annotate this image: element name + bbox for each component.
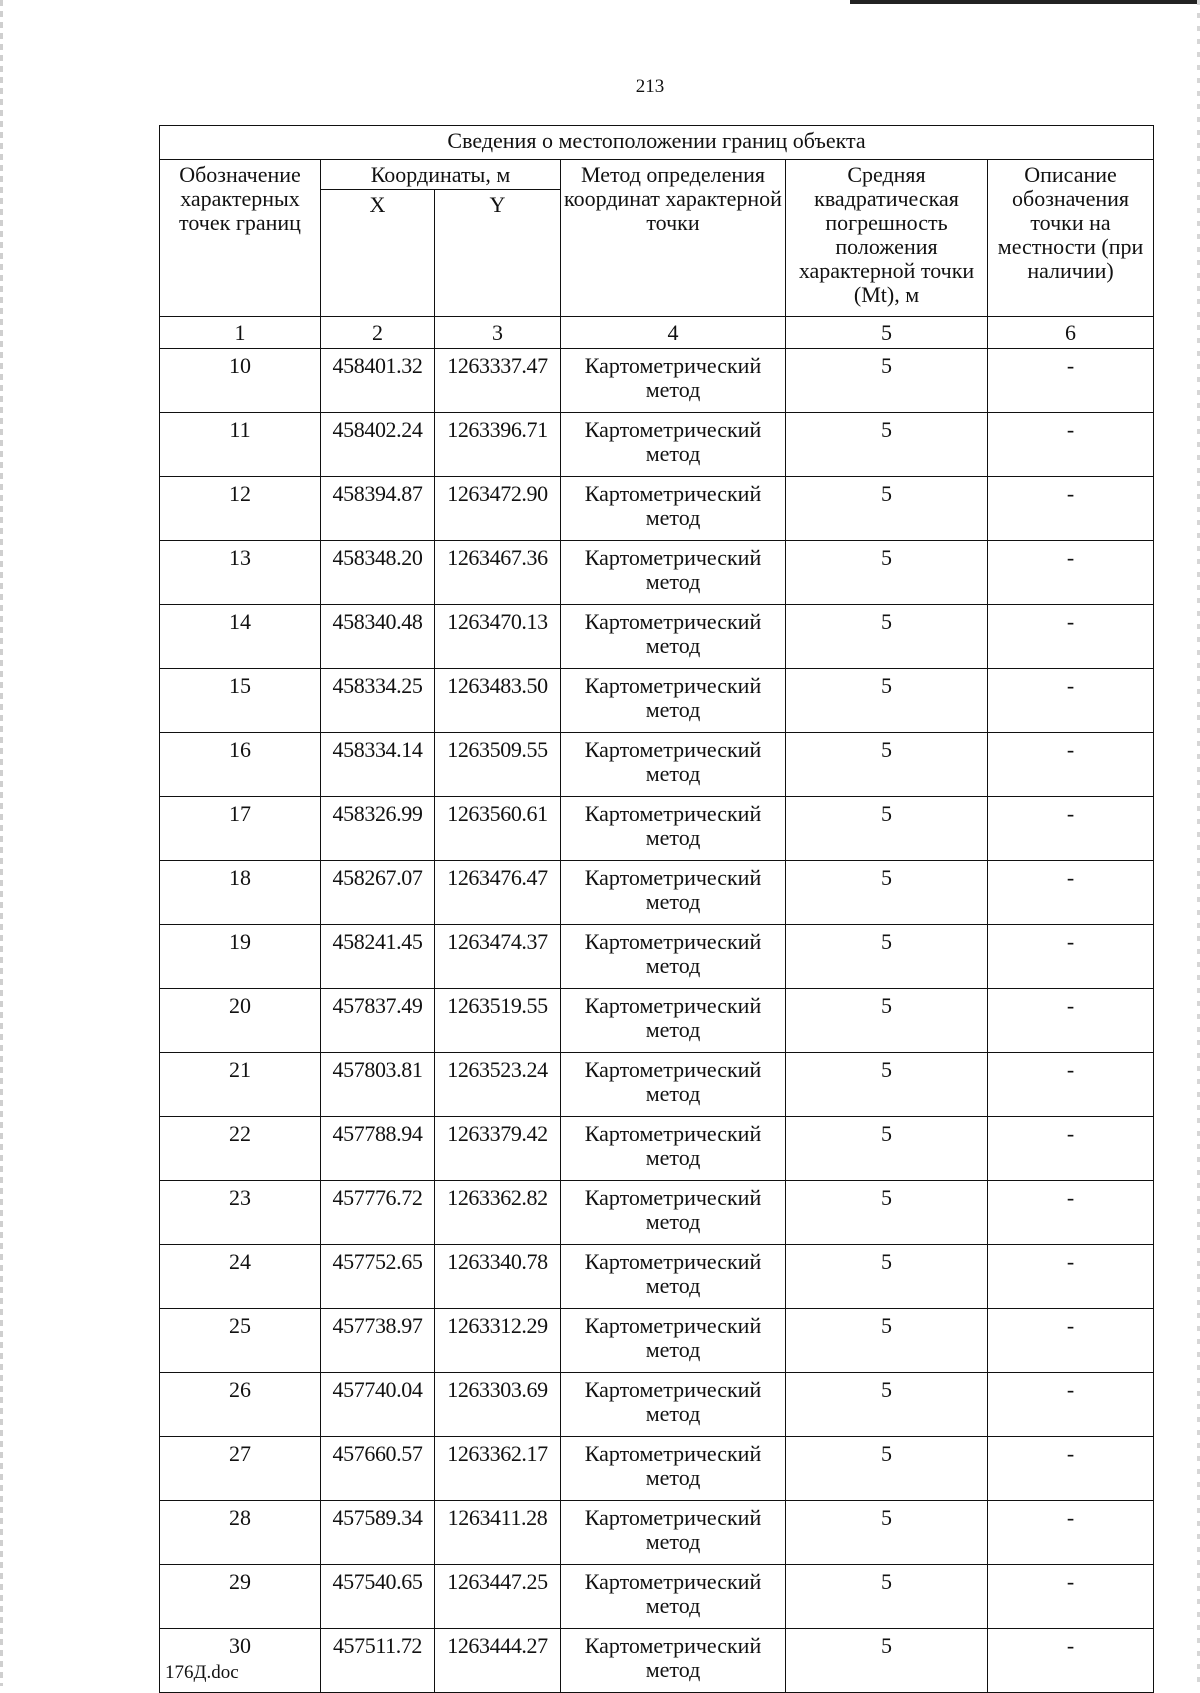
cell-method: Картометрический метод [561, 861, 786, 925]
cell-method: Картометрический метод [561, 1117, 786, 1181]
cell-x: 458394.87 [321, 477, 435, 541]
cell-y: 1263362.82 [435, 1181, 561, 1245]
cell-description: - [988, 1181, 1154, 1245]
cell-method: Картометрический метод [561, 1565, 786, 1629]
cell-y: 1263470.13 [435, 605, 561, 669]
cell-x: 458402.24 [321, 413, 435, 477]
cell-description: - [988, 1629, 1154, 1693]
cell-method: Картометрический метод [561, 477, 786, 541]
table-row [160, 925, 1154, 989]
cell-point: 12 [160, 477, 321, 541]
cell-description: - [988, 1309, 1154, 1373]
cell-point: 14 [160, 605, 321, 669]
cell-error: 5 [786, 861, 988, 925]
cell-y: 1263483.50 [435, 669, 561, 733]
cell-description: - [988, 861, 1154, 925]
cell-error: 5 [786, 1501, 988, 1565]
cell-method: Картометрический метод [561, 925, 786, 989]
cell-description: - [988, 1245, 1154, 1309]
table-row [160, 861, 1154, 925]
cell-y: 1263467.36 [435, 541, 561, 605]
header-error: Средняя квадратическая погрешность положения характерной точки (Mt), м [786, 160, 988, 317]
cell-point: 21 [160, 1053, 321, 1117]
scan-edge-line [850, 0, 1200, 4]
cell-method: Картометрический метод [561, 1181, 786, 1245]
cell-x: 457660.57 [321, 1437, 435, 1501]
table-row [160, 1117, 1154, 1181]
cell-x: 458401.32 [321, 349, 435, 413]
cell-description: - [988, 349, 1154, 413]
cell-y: 1263312.29 [435, 1309, 561, 1373]
header-row [160, 160, 1154, 190]
column-number-row [160, 317, 1154, 349]
cell-description: - [988, 413, 1154, 477]
table-row [160, 413, 1154, 477]
cell-x: 457788.94 [321, 1117, 435, 1181]
cell-point: 16 [160, 733, 321, 797]
table-row [160, 733, 1154, 797]
cell-description: - [988, 989, 1154, 1053]
cell-description: - [988, 733, 1154, 797]
cell-method: Картометрический метод [561, 1245, 786, 1309]
header-point: Обозначение характерных точек границ [160, 160, 321, 317]
cell-x: 458340.48 [321, 605, 435, 669]
cell-point: 30 [160, 1629, 321, 1693]
table-row [160, 1181, 1154, 1245]
table-row [160, 1373, 1154, 1437]
cell-method: Картометрический метод [561, 349, 786, 413]
cell-y: 1263411.28 [435, 1501, 561, 1565]
cell-x: 457511.72 [321, 1629, 435, 1693]
cell-error: 5 [786, 605, 988, 669]
cell-y: 1263362.17 [435, 1437, 561, 1501]
cell-x: 457589.34 [321, 1501, 435, 1565]
cell-method: Картометрический метод [561, 413, 786, 477]
cell-description: - [988, 1437, 1154, 1501]
cell-x: 458326.99 [321, 797, 435, 861]
cell-x: 457738.97 [321, 1309, 435, 1373]
table-row [160, 797, 1154, 861]
cell-description: - [988, 1565, 1154, 1629]
cell-error: 5 [786, 1565, 988, 1629]
scan-left-edge [0, 0, 3, 1686]
cell-point: 10 [160, 349, 321, 413]
cell-error: 5 [786, 1437, 988, 1501]
cell-point: 26 [160, 1373, 321, 1437]
column-number: 5 [786, 317, 988, 349]
cell-error: 5 [786, 925, 988, 989]
header-y: Y [435, 190, 561, 317]
cell-y: 1263509.55 [435, 733, 561, 797]
cell-description: - [988, 541, 1154, 605]
cell-method: Картометрический метод [561, 989, 786, 1053]
cell-point: 22 [160, 1117, 321, 1181]
cell-method: Картометрический метод [561, 797, 786, 861]
cell-description: - [988, 669, 1154, 733]
cell-description: - [988, 1373, 1154, 1437]
cell-y: 1263303.69 [435, 1373, 561, 1437]
cell-point: 28 [160, 1501, 321, 1565]
cell-point: 19 [160, 925, 321, 989]
column-number: 6 [988, 317, 1154, 349]
cell-x: 458334.14 [321, 733, 435, 797]
cell-point: 27 [160, 1437, 321, 1501]
cell-method: Картометрический метод [561, 1053, 786, 1117]
header-x: X [321, 190, 435, 317]
cell-description: - [988, 925, 1154, 989]
cell-error: 5 [786, 797, 988, 861]
cell-error: 5 [786, 541, 988, 605]
cell-y: 1263476.47 [435, 861, 561, 925]
cell-error: 5 [786, 1309, 988, 1373]
cell-x: 457837.49 [321, 989, 435, 1053]
cell-y: 1263444.27 [435, 1629, 561, 1693]
cell-description: - [988, 1501, 1154, 1565]
cell-y: 1263560.61 [435, 797, 561, 861]
cell-error: 5 [786, 669, 988, 733]
header-coordinates: Координаты, м [321, 160, 561, 190]
cell-error: 5 [786, 1117, 988, 1181]
table-row [160, 1309, 1154, 1373]
table-row [160, 669, 1154, 733]
header-description: Описание обозначения точки на местности (при наличии) [988, 160, 1154, 317]
cell-error: 5 [786, 413, 988, 477]
cell-point: 13 [160, 541, 321, 605]
table-row [160, 541, 1154, 605]
table-row [160, 1565, 1154, 1629]
cell-point: 25 [160, 1309, 321, 1373]
cell-y: 1263396.71 [435, 413, 561, 477]
cell-y: 1263337.47 [435, 349, 561, 413]
column-number: 3 [435, 317, 561, 349]
cell-error: 5 [786, 349, 988, 413]
table-row [160, 349, 1154, 413]
cell-y: 1263523.24 [435, 1053, 561, 1117]
cell-point: 17 [160, 797, 321, 861]
cell-x: 457540.65 [321, 1565, 435, 1629]
cell-description: - [988, 1053, 1154, 1117]
cell-method: Картометрический метод [561, 1437, 786, 1501]
cell-description: - [988, 605, 1154, 669]
cell-point: 24 [160, 1245, 321, 1309]
cell-point: 11 [160, 413, 321, 477]
table-caption: Сведения о местоположении границ объекта [160, 126, 1154, 160]
cell-y: 1263474.37 [435, 925, 561, 989]
cell-error: 5 [786, 1053, 988, 1117]
table-row [160, 1245, 1154, 1309]
table-row [160, 1501, 1154, 1565]
cell-method: Картометрический метод [561, 605, 786, 669]
cell-error: 5 [786, 1373, 988, 1437]
cell-description: - [988, 797, 1154, 861]
cell-method: Картометрический метод [561, 1373, 786, 1437]
cell-method: Картометрический метод [561, 1501, 786, 1565]
cell-y: 1263340.78 [435, 1245, 561, 1309]
header-method: Метод определения координат характерной точки [561, 160, 786, 317]
cell-point: 18 [160, 861, 321, 925]
cell-method: Картометрический метод [561, 541, 786, 605]
cell-description: - [988, 477, 1154, 541]
cell-x: 458334.25 [321, 669, 435, 733]
cell-error: 5 [786, 733, 988, 797]
cell-error: 5 [786, 1245, 988, 1309]
cell-point: 15 [160, 669, 321, 733]
caption-row [160, 126, 1154, 160]
cell-x: 457752.65 [321, 1245, 435, 1309]
cell-error: 5 [786, 1629, 988, 1693]
cell-error: 5 [786, 477, 988, 541]
cell-x: 458348.20 [321, 541, 435, 605]
cell-x: 457740.04 [321, 1373, 435, 1437]
cell-y: 1263447.25 [435, 1565, 561, 1629]
column-number: 2 [321, 317, 435, 349]
table-row [160, 989, 1154, 1053]
cell-error: 5 [786, 989, 988, 1053]
boundary-coordinates-table [159, 125, 1154, 1693]
cell-point: 23 [160, 1181, 321, 1245]
column-number: 1 [160, 317, 321, 349]
cell-error: 5 [786, 1181, 988, 1245]
cell-method: Картометрический метод [561, 1309, 786, 1373]
cell-method: Картометрический метод [561, 669, 786, 733]
cell-method: Картометрический метод [561, 733, 786, 797]
cell-point: 29 [160, 1565, 321, 1629]
cell-y: 1263379.42 [435, 1117, 561, 1181]
cell-x: 458267.07 [321, 861, 435, 925]
table-row [160, 477, 1154, 541]
column-number: 4 [561, 317, 786, 349]
cell-y: 1263472.90 [435, 477, 561, 541]
cell-x: 457803.81 [321, 1053, 435, 1117]
table-body [160, 126, 1154, 1693]
table-row [160, 605, 1154, 669]
cell-method: Картометрический метод [561, 1629, 786, 1693]
table-row [160, 1629, 1154, 1693]
cell-point: 20 [160, 989, 321, 1053]
cell-x: 458241.45 [321, 925, 435, 989]
table-row [160, 1053, 1154, 1117]
cell-x: 457776.72 [321, 1181, 435, 1245]
cell-y: 1263519.55 [435, 989, 561, 1053]
table-row [160, 1437, 1154, 1501]
footer-filename: 176Д.doc [165, 1662, 239, 1683]
cell-description: - [988, 1117, 1154, 1181]
page-number: 213 [635, 76, 665, 97]
